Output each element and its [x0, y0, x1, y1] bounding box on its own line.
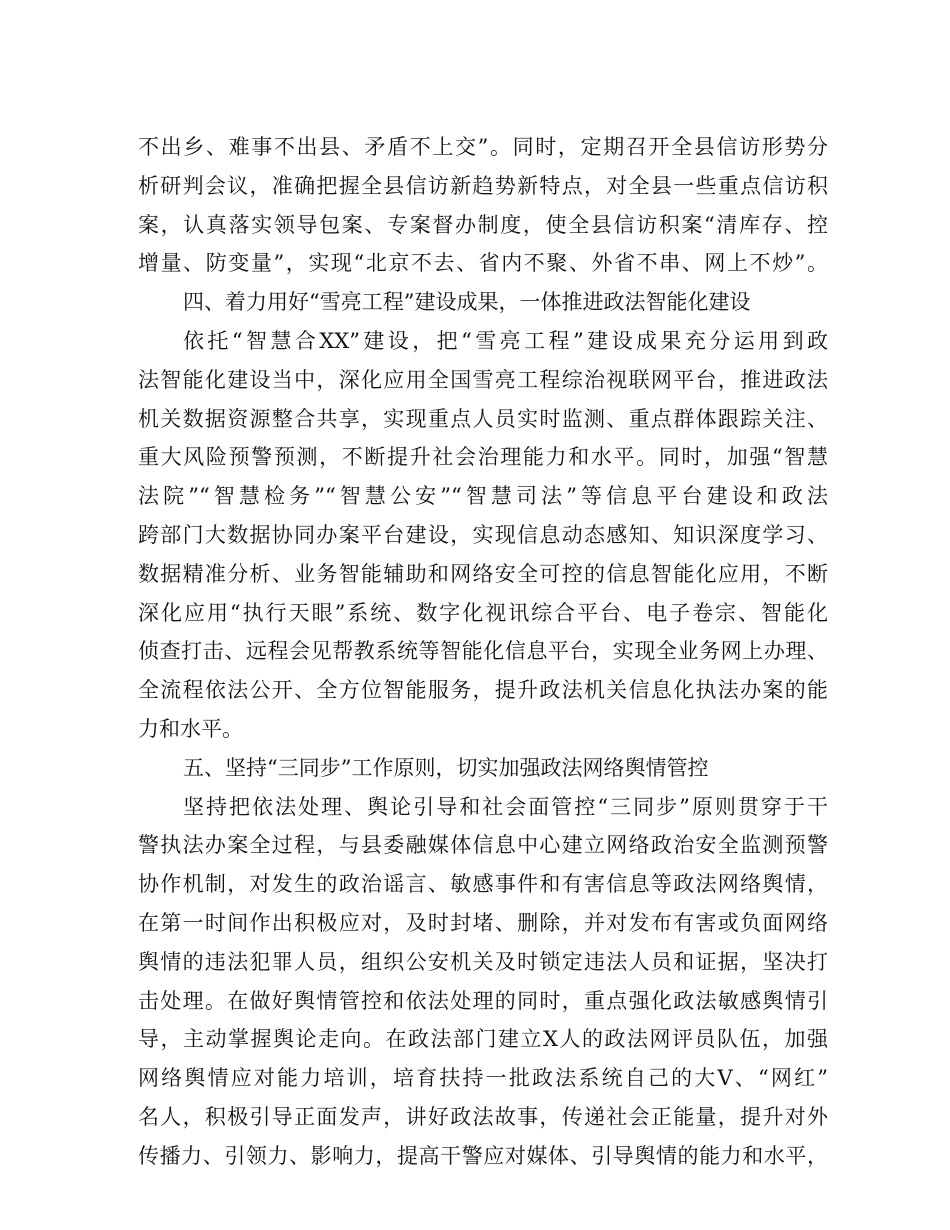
- body-line: 导，主动掌握舆论走向。在政法部门建立X人的政法网评员队伍，加强: [138, 1027, 828, 1052]
- body-line: 侦查打击、远程会见帮教系统等智能化信息平台，实现全业务网上办理、: [138, 639, 828, 664]
- body-line: 网络舆情应对能力培训，培育扶持一批政法系统自己的大V、“网红”: [138, 1066, 828, 1091]
- body-line: 深化应用“执行天眼”系统、数字化视讯综合平台、电子卷宗、智能化: [138, 600, 828, 625]
- body-line: 传播力、引领力、影响力，提高干警应对媒体、引导舆情的能力和水平，: [138, 1143, 828, 1168]
- body-line: 法智能化建设当中，深化应用全国雪亮工程综治视联网平台，推进政法: [138, 367, 828, 392]
- body-line: 舆情的违法犯罪人员，组织公安机关及时锁定违法人员和证据，坚决打: [138, 949, 828, 974]
- body-line: 增量、防变量”，实现“北京不去、省内不聚、外省不串、网上不炒”。: [138, 251, 828, 276]
- body-line: 不出乡、难事不出县、矛盾不上交”。同时，定期召开全县信访形势分: [138, 135, 828, 159]
- body-line: 全流程依法公开、全方位智能服务，提升政法机关信息化执法办案的能: [138, 678, 828, 703]
- body-line: 在第一时间作出积极应对，及时封堵、删除，并对发布有害或负面网络: [138, 910, 828, 935]
- body-line: 析研判会议，准确把握全县信访新趋势新特点，对全县一些重点信访积: [138, 173, 828, 198]
- section-heading-four: 四、着力用好“雪亮工程”建设成果，一体推进政法智能化建设: [183, 290, 751, 315]
- body-line: 案，认真落实领导包案、专案督办制度，使全县信访积案“清库存、控: [138, 212, 828, 237]
- body-line: 击处理。在做好舆情管控和依法处理的同时，重点强化政法敏感舆情引: [138, 988, 828, 1013]
- body-line: 依托“智慧合XX”建设，把“雪亮工程”建设成果充分运用到政: [183, 328, 828, 353]
- body-line: 法院”“智慧检务”“智慧公安”“智慧司法”等信息平台建设和政法: [138, 484, 828, 509]
- body-line: 数据精准分析、业务智能辅助和网络安全可控的信息智能化应用，不断: [138, 561, 828, 586]
- body-line: 机关数据资源整合共享，实现重点人员实时监测、重点群体跟踪关注、: [138, 406, 828, 431]
- body-line: 协作机制，对发生的政治谣言、敏感事件和有害信息等政法网络舆情，: [138, 872, 828, 897]
- body-line: 重大风险预警预测，不断提升社会治理能力和水平。同时，加强“智慧: [138, 445, 828, 470]
- body-line: 力和水平。: [138, 716, 243, 741]
- document-body: [138, 128, 828, 1176]
- body-line: 名人，积极引导正面发声，讲好政法故事，传递社会正能量，提升对外: [138, 1104, 828, 1129]
- body-line: 坚持把依法处理、舆论引导和社会面管控“三同步”原则贯穿于干: [183, 794, 828, 819]
- body-line: 跨部门大数据协同办案平台建设，实现信息动态感知、知识深度学习、: [138, 522, 828, 547]
- section-heading-five: 五、坚持“三同步”工作原则，切实加强政法网络舆情管控: [183, 755, 709, 780]
- body-line: 警执法办案全过程，与县委融媒体信息中心建立网络政治安全监测预警: [138, 833, 828, 858]
